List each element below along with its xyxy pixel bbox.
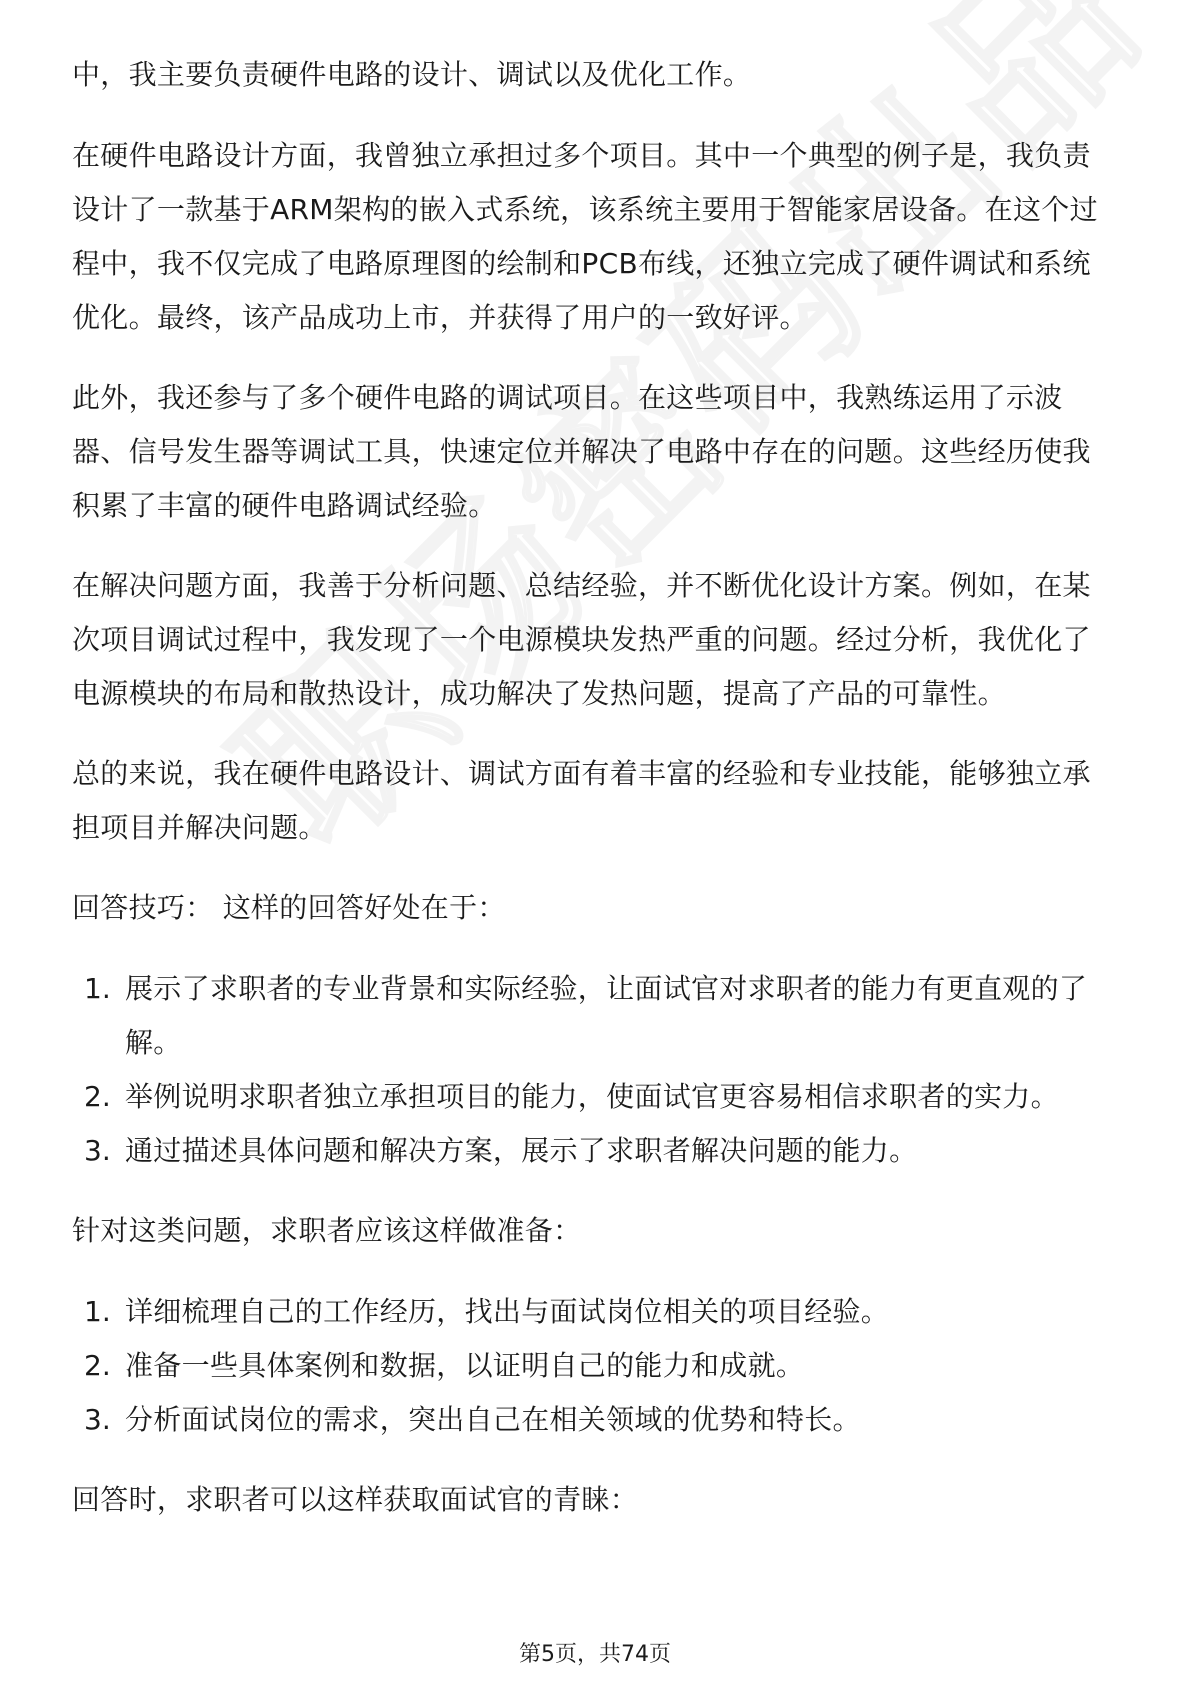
list-number: 3.	[84, 1403, 111, 1436]
page-footer: 第5页，共74页	[519, 1642, 671, 1667]
list-item-text: 举例说明求职者独立承担项目的能力，使面试官更容易相信求职者的实力。	[125, 1080, 1059, 1113]
paragraph-line: 程中，我不仅完成了电路原理图的绘制和PCB布线，还独立完成了硬件调试和系统	[72, 247, 1091, 280]
prep-heading: 针对这类问题，求职者应该这样做准备：	[72, 1214, 582, 1247]
paragraph-line: 总的来说，我在硬件电路设计、调试方面有着丰富的经验和专业技能，能够独立承	[72, 757, 1091, 790]
paragraph-line: 担项目并解决问题。	[72, 811, 327, 844]
paragraph-line: 优化。最终，该产品成功上市，并获得了用户的一致好评。	[72, 301, 808, 334]
tips-heading: 回答技巧： 这样的回答好处在于：	[72, 891, 506, 924]
list-number: 1.	[84, 972, 111, 1005]
list-number: 2.	[84, 1080, 111, 1113]
list-number: 2.	[84, 1349, 111, 1382]
list-item-text: 分析面试岗位的需求，突出自己在相关领域的优势和特长。	[125, 1403, 861, 1436]
paragraph-line: 在硬件电路设计方面，我曾独立承担过多个项目。其中一个典型的例子是，我负责	[72, 139, 1091, 172]
list-item-text: 准备一些具体案例和数据，以证明自己的能力和成就。	[125, 1349, 805, 1382]
list-number: 3.	[84, 1134, 111, 1167]
closing-heading: 回答时，求职者可以这样获取面试官的青睐：	[72, 1483, 639, 1516]
paragraph-line: 中，我主要负责硬件电路的设计、调试以及优化工作。	[72, 58, 752, 91]
paragraph-line: 器、信号发生器等调试工具，快速定位并解决了电路中存在的问题。这些经历使我	[72, 435, 1091, 468]
paragraph-line: 次项目调试过程中，我发现了一个电源模块发热严重的问题。经过分析，我优化了	[72, 623, 1091, 656]
paragraph-line: 设计了一款基于ARM架构的嵌入式系统，该系统主要用于智能家居设备。在这个过	[72, 193, 1098, 226]
list-item-text: 通过描述具体问题和解决方案，展示了求职者解决问题的能力。	[125, 1134, 918, 1167]
paragraph-line: 在解决问题方面，我善于分析问题、总结经验，并不断优化设计方案。例如，在某	[72, 569, 1091, 602]
paragraph-line: 此外，我还参与了多个硬件电路的调试项目。在这些项目中，我熟练运用了示波	[72, 381, 1063, 414]
paragraph-line: 积累了丰富的硬件电路调试经验。	[72, 489, 497, 522]
list-number: 1.	[84, 1295, 111, 1328]
list-item-text: 详细梳理自己的工作经历，找出与面试岗位相关的项目经验。	[125, 1295, 890, 1328]
list-item-text: 解。	[125, 1026, 182, 1059]
list-item-text: 展示了求职者的专业背景和实际经验，让面试官对求职者的能力有更直观的了	[125, 972, 1088, 1005]
paragraph-line: 电源模块的布局和散热设计，成功解决了发热问题，提高了产品的可靠性。	[72, 677, 1006, 710]
